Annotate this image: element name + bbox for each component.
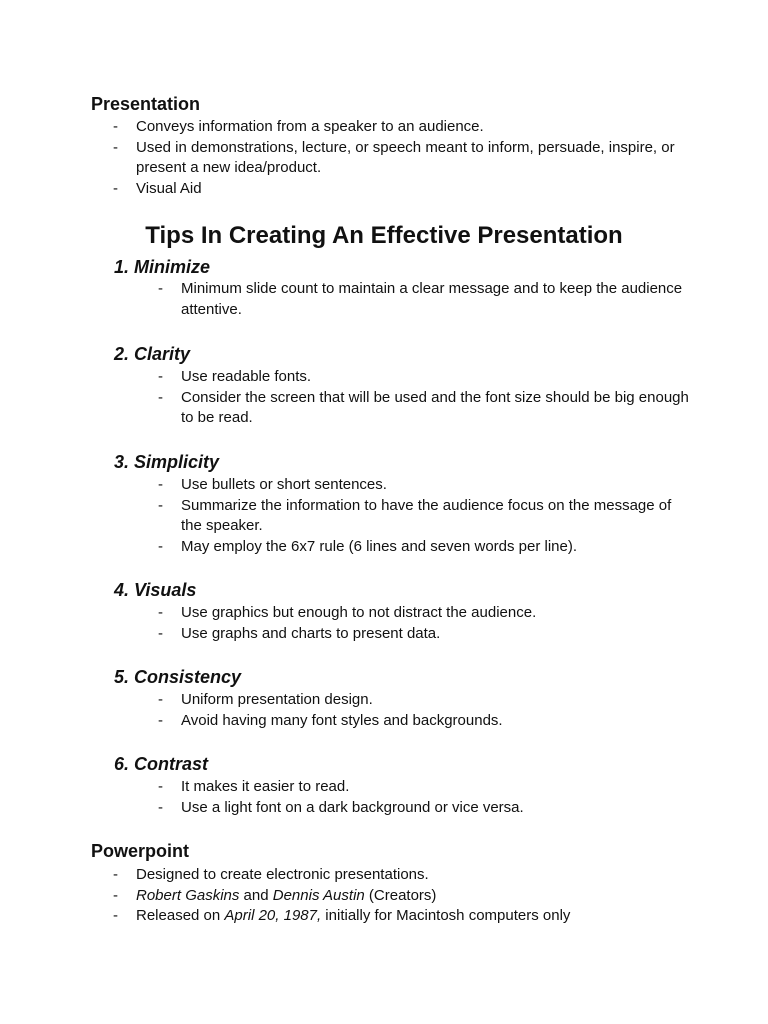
list-item	[113, 865, 696, 886]
bullet-dash: -	[113, 138, 118, 156]
list-item-text: Summarize the information to have the audience focus on the message of the speaker.	[181, 496, 672, 534]
tip-list-clarity	[158, 367, 691, 429]
list-item-text: It makes it easier to read.	[181, 778, 350, 795]
list-item-text: Consider the screen that will be used and the font size should be big enough to be read.	[181, 388, 689, 426]
tip-heading-simplicity	[114, 451, 219, 473]
presentation-list	[113, 117, 696, 199]
tip-label: Consistency	[134, 667, 242, 687]
list-item-text: Used in demonstrations, lecture, or speech meant to inform, persuade, inspire, or present a new idea/product.	[136, 138, 675, 176]
list-item	[158, 388, 691, 429]
tip-number: 6.	[114, 754, 130, 774]
document-title: Tips In Creating An Effective Presentation	[145, 222, 623, 249]
list-item	[113, 117, 696, 138]
creator-name: Robert Gaskins	[136, 886, 240, 904]
list-item	[158, 624, 691, 645]
bullet-dash: -	[113, 907, 118, 924]
list-item-text: Avoid having many font styles and backgrounds.	[181, 711, 503, 729]
tip-label: Simplicity	[134, 452, 220, 472]
list-item	[113, 906, 696, 927]
list-item	[158, 777, 691, 798]
bullet-dash: -	[113, 179, 118, 197]
bullet-dash: -	[158, 537, 163, 555]
list-item	[158, 603, 691, 624]
list-item-text: Uniform presentation design.	[181, 691, 373, 708]
tip-label: Contrast	[134, 754, 209, 774]
bullet-dash: -	[158, 798, 163, 816]
list-item	[158, 279, 691, 320]
list-item-text: Use readable fonts.	[181, 368, 312, 385]
creator-name: Dennis Austin	[272, 886, 365, 904]
tip-heading-visuals	[114, 579, 196, 601]
tip-number: 2.	[114, 344, 130, 364]
list-item-text: Minimum slide count to maintain a clear message and to keep the audience attentive.	[181, 280, 683, 318]
list-item-text: Visual Aid	[136, 179, 202, 197]
creators-suffix: (Creators)	[364, 886, 437, 904]
tip-number: 5.	[114, 667, 130, 687]
tip-list-visuals	[158, 603, 691, 644]
tip-heading-clarity	[114, 343, 190, 365]
tip-number: 1.	[114, 257, 130, 277]
list-item	[158, 475, 691, 496]
tip-heading-minimize	[114, 256, 210, 278]
release-suffix: initially for Macintosh computers only	[321, 907, 571, 924]
bullet-dash: -	[113, 866, 118, 883]
tip-list-minimize	[158, 279, 691, 320]
conjunction-text: and	[239, 886, 273, 904]
section-heading-powerpoint: Powerpoint	[91, 841, 189, 861]
list-item	[158, 367, 691, 388]
release-prefix: Released on	[136, 907, 225, 924]
powerpoint-list	[113, 865, 696, 927]
bullet-dash: -	[158, 476, 163, 493]
tip-list-consistency	[158, 690, 691, 731]
list-item	[113, 179, 696, 200]
list-item-text: Use graphs and charts to present data.	[181, 624, 441, 642]
list-item	[158, 537, 691, 558]
tip-number: 3.	[114, 452, 130, 472]
list-item-text: Use bullets or short sentences.	[181, 476, 387, 493]
bullet-dash: -	[158, 388, 163, 406]
list-item-text: Use graphics but enough to not distract the audience.	[181, 604, 537, 621]
tip-list-simplicity	[158, 475, 691, 557]
tip-heading-contrast	[114, 753, 208, 775]
bullet-dash: -	[158, 691, 163, 708]
tip-label: Clarity	[134, 344, 191, 364]
list-item	[113, 886, 696, 907]
list-item	[158, 690, 691, 711]
list-item-text: May employ the 6x7 rule (6 lines and seven words per line).	[181, 537, 578, 555]
section-heading-presentation: Presentation	[91, 94, 201, 114]
list-item-text: Conveys information from a speaker to an audience.	[136, 118, 484, 135]
bullet-dash: -	[158, 711, 163, 729]
tip-number: 4.	[114, 580, 130, 600]
tip-label: Visuals	[134, 580, 197, 600]
list-item	[113, 138, 696, 179]
list-item	[158, 798, 691, 819]
release-date: April 20, 1987,	[224, 907, 322, 924]
bullet-dash: -	[158, 624, 163, 642]
bullet-dash: -	[158, 778, 163, 795]
tip-label: Minimize	[134, 257, 211, 277]
bullet-dash: -	[158, 280, 163, 297]
list-item	[158, 496, 691, 537]
bullet-dash: -	[113, 118, 118, 135]
bullet-dash: -	[158, 496, 163, 514]
list-item	[158, 711, 691, 732]
tip-list-contrast	[158, 777, 691, 818]
bullet-dash: -	[113, 886, 118, 904]
bullet-dash: -	[158, 368, 163, 385]
tip-heading-consistency	[114, 666, 241, 688]
list-item-text: Designed to create electronic presentations.	[136, 866, 429, 883]
list-item-text: Use a light font on a dark background or vice versa.	[181, 798, 524, 816]
bullet-dash: -	[158, 604, 163, 621]
